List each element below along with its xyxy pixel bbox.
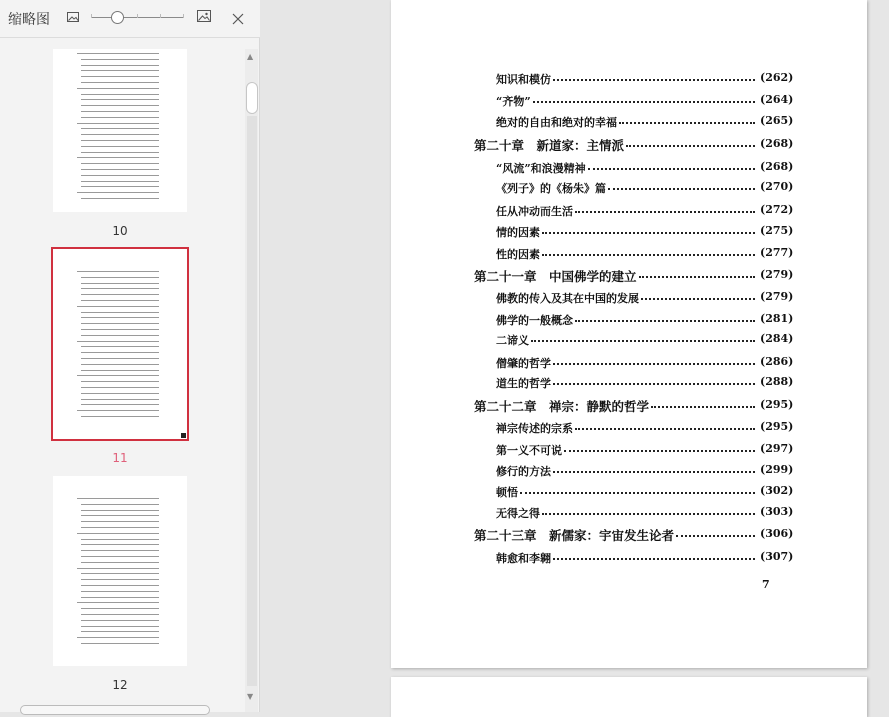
toc-page-ref: (272)	[760, 203, 794, 216]
thumbnail-text-line	[81, 140, 159, 141]
thumbnail-label: 11	[112, 451, 128, 465]
thumbnail-text-line	[81, 521, 159, 522]
thumbnail-text-line	[77, 123, 159, 124]
toc-leader-dots	[553, 383, 755, 385]
toc-entry	[391, 135, 867, 155]
thumbnail-text-line	[77, 637, 159, 638]
toc-page-ref: (297)	[760, 442, 794, 455]
thumbnail-list[interactable]	[0, 39, 258, 712]
toc-section-title: 无得之得	[496, 507, 540, 520]
zoom-tick	[137, 14, 138, 18]
toc-page-ref: (295)	[760, 398, 794, 411]
toc-section-title: 禅宗传述的宗系	[496, 422, 573, 435]
thumbnail-text-line	[81, 59, 159, 60]
thumbnail-text-line	[81, 317, 159, 318]
thumbnail-text-line	[81, 94, 159, 95]
thumbnail-text-line	[81, 346, 159, 347]
thumbnail-text-line	[77, 375, 159, 376]
thumbnail-page[interactable]	[53, 476, 187, 666]
toc-page-ref: (279)	[760, 268, 794, 281]
thumbnail-text-line	[81, 181, 159, 182]
thumbnail-text-line	[77, 192, 159, 193]
zoom-tick	[91, 14, 92, 18]
toc-page-ref: (281)	[760, 312, 794, 325]
thumbnail-text-line	[77, 410, 159, 411]
zoom-tick	[183, 14, 184, 18]
toc-entry	[391, 178, 867, 198]
thumbnail-text-line	[81, 573, 159, 574]
toc-entry	[391, 91, 867, 111]
toc-entry	[391, 222, 867, 242]
toc-leader-dots	[639, 276, 755, 278]
thumbnail-text-line	[81, 608, 159, 609]
thumbnail-text-line	[81, 163, 159, 164]
toc-entry	[391, 244, 867, 264]
toc-page-ref: (264)	[760, 93, 794, 106]
toc-entry	[391, 330, 867, 350]
toc-entry	[391, 503, 867, 523]
thumbnail-text-line	[81, 186, 159, 187]
thumbnail-zoom-slider[interactable]	[91, 11, 184, 25]
thumbnail-text-line	[81, 283, 159, 284]
thumbnail-text-line	[81, 175, 159, 176]
toc-leader-dots	[619, 122, 755, 124]
toc-leader-dots	[575, 211, 755, 213]
thumbnail-text-line	[77, 88, 159, 89]
toc-page-ref: (275)	[760, 224, 794, 237]
toc-section-title: 知识和模仿	[496, 73, 551, 86]
toc-page-ref: (303)	[760, 505, 794, 518]
toc-page-ref: (268)	[760, 137, 794, 150]
thumbnail-text-line	[81, 128, 159, 129]
toc-leader-dots	[542, 513, 755, 515]
toc-leader-dots	[553, 79, 755, 81]
image-large-icon-svg	[196, 8, 212, 24]
toc-page-ref: (268)	[760, 160, 794, 173]
thumbnail-sidebar	[0, 0, 260, 712]
toc-page-ref: (265)	[760, 114, 794, 127]
image-small-icon-svg	[66, 10, 80, 24]
thumbnail-label: 10	[112, 224, 128, 238]
toc-section-title: “齐物”	[496, 95, 531, 108]
toc-section-title: 《列子》的《杨朱》篇	[496, 182, 606, 195]
toc-entry	[391, 201, 867, 221]
thumbnail-text-line	[81, 614, 159, 615]
thumbnail-text-line	[81, 352, 159, 353]
toc-page-ref: (279)	[760, 290, 794, 303]
thumbnail-text-line	[81, 99, 159, 100]
toc-section-title: 绝对的自由和绝对的幸福	[496, 116, 617, 129]
sidebar-toolbar	[0, 0, 260, 38]
thumbnail-text-line	[77, 271, 159, 272]
toc-section-title: 韩愈和李翱	[496, 552, 551, 565]
toc-page-ref: (302)	[760, 484, 794, 497]
thumbnail-text-line	[81, 504, 159, 505]
thumbnail-text-line	[81, 620, 159, 621]
image-large-icon[interactable]	[196, 8, 212, 24]
toc-page-ref: (277)	[760, 246, 794, 259]
thumbnail-text-line	[81, 134, 159, 135]
thumbnail-text-line	[81, 393, 159, 394]
thumbnail-text-line	[81, 117, 159, 118]
toc-leader-dots	[520, 492, 755, 494]
thumbnail-text-line	[81, 585, 159, 586]
toc-section-title: 情的因素	[496, 226, 540, 239]
thumbnail-text-line	[81, 381, 159, 382]
toc-leader-dots	[575, 428, 755, 430]
sidebar-title: 缩略图	[8, 12, 50, 28]
thumbnail-text-line	[81, 591, 159, 592]
toc-entry	[391, 440, 867, 460]
toc-leader-dots	[575, 320, 755, 322]
document-page-next	[391, 677, 867, 717]
toc-leader-dots	[542, 232, 755, 234]
toc-section-title: 佛教的传入及其在中国的发展	[496, 292, 639, 305]
toc-entry	[391, 266, 867, 286]
toc-section-title: 道生的哲学	[496, 377, 551, 390]
thumbnail-text-line	[77, 306, 159, 307]
toc-section-title: “风流”和浪漫精神	[496, 162, 586, 175]
toc-page-ref: (307)	[760, 550, 794, 563]
toc-leader-dots	[588, 168, 755, 170]
thumbnail-text-line	[81, 146, 159, 147]
toc-section-title: 二谛义	[496, 334, 529, 347]
thumbnail-text-line	[81, 416, 159, 417]
toc-chapter-title: 第二十一章 中国佛学的建立	[474, 269, 637, 284]
toc-leader-dots	[641, 298, 755, 300]
sidebar-scrollbar-thumb[interactable]	[246, 82, 258, 114]
thumbnail-text-line	[81, 358, 159, 359]
close-icon[interactable]	[232, 10, 244, 22]
toc-chapter-title: 第二十章 新道家：主情派	[474, 138, 625, 153]
thumbnail-text-line	[81, 399, 159, 400]
thumbnail-text-line	[81, 76, 159, 77]
toc-entry	[391, 353, 867, 373]
thumbnail-text-line	[81, 70, 159, 71]
thumbnail-text-line	[81, 364, 159, 365]
thumbnail-text-line	[77, 341, 159, 342]
toc-entry	[391, 310, 867, 330]
thumbnail-text-line	[81, 626, 159, 627]
toc-leader-dots	[553, 363, 755, 365]
toc-section-title: 修行的方法	[496, 465, 551, 478]
toc-section-title: 顿悟	[496, 486, 518, 499]
toc-leader-dots	[553, 558, 755, 560]
thumbnail-text-line	[81, 169, 159, 170]
toc-entry	[391, 461, 867, 481]
thumbnail-text-line	[77, 53, 159, 54]
toc-leader-dots	[553, 471, 755, 473]
thumbnail-page[interactable]	[53, 49, 187, 212]
thumbnail-text-line	[81, 562, 159, 563]
thumbnail-text-line	[81, 111, 159, 112]
thumbnail-text-line	[81, 404, 159, 405]
thumbnail-text-line	[81, 387, 159, 388]
toc-section-title: 第一义不可说	[496, 444, 562, 457]
document-page	[391, 0, 867, 668]
sidebar-scrollbar-track[interactable]	[247, 116, 257, 686]
toc-leader-dots	[542, 254, 755, 256]
thumbnail-text-line	[81, 105, 159, 106]
thumbnail-text-line	[81, 335, 159, 336]
toc-leader-dots	[626, 145, 755, 147]
thumbnail-text-line	[81, 323, 159, 324]
toc-page-ref: (295)	[760, 420, 794, 433]
toc-entry	[391, 112, 867, 132]
toc-entry	[391, 548, 867, 568]
thumbnail-text-line	[81, 515, 159, 516]
toc-page-ref: (286)	[760, 355, 794, 368]
thumbnail-selection-marker	[181, 433, 186, 438]
toc-section-title: 性的因素	[496, 248, 540, 261]
sidebar-horizontal-scrollbar[interactable]	[20, 705, 210, 715]
zoom-tick	[160, 14, 161, 18]
thumbnail-text-line	[81, 370, 159, 371]
toc-entry	[391, 373, 867, 393]
toc-page-ref: (299)	[760, 463, 794, 476]
toc-section-title: 僧肇的哲学	[496, 357, 551, 370]
toc-section-title: 任从冲动而生活	[496, 205, 573, 218]
toc-entry	[391, 418, 867, 438]
toc-page-ref: (270)	[760, 180, 794, 193]
thumbnail-text-line	[81, 294, 159, 295]
zoom-thumb[interactable]	[111, 11, 124, 24]
toc-leader-dots	[564, 450, 755, 452]
thumbnail-text-line	[81, 510, 159, 511]
toc-entry	[391, 396, 867, 416]
toc-entry	[391, 288, 867, 308]
toc-entry	[391, 69, 867, 89]
thumbnail-text-line	[81, 643, 159, 644]
toc-page-ref: (262)	[760, 71, 794, 84]
scroll-down-icon[interactable]: ▼	[247, 692, 254, 701]
thumbnail-text-line	[81, 65, 159, 66]
thumbnail-text-line	[81, 82, 159, 83]
thumbnail-text-line	[81, 312, 159, 313]
toc-leader-dots	[608, 188, 755, 190]
toc-leader-dots	[533, 101, 755, 103]
toc-entry	[391, 158, 867, 178]
toc-entry	[391, 525, 867, 545]
toc-entry	[391, 482, 867, 502]
thumbnail-label: 12	[112, 678, 128, 692]
thumbnail-text-line	[81, 539, 159, 540]
toc-page-ref: (306)	[760, 527, 794, 540]
toc-leader-dots	[676, 535, 755, 537]
toc-page-ref: (284)	[760, 332, 794, 345]
image-small-icon[interactable]	[66, 9, 80, 23]
thumbnail-text-line	[77, 157, 159, 158]
thumbnail-text-line	[81, 198, 159, 199]
page-number: 7	[762, 578, 770, 591]
thumbnail-text-line	[81, 631, 159, 632]
toc-chapter-title: 第二十二章 禅宗：静默的哲学	[474, 399, 650, 414]
thumbnail-text-line	[77, 498, 159, 499]
thumbnail-text-line	[81, 152, 159, 153]
toc-page-ref: (288)	[760, 375, 794, 388]
toc-leader-dots	[531, 340, 755, 342]
thumbnail-text-line	[81, 544, 159, 545]
thumbnail-text-line	[81, 556, 159, 557]
thumbnail-page-selected[interactable]	[53, 249, 187, 439]
scroll-up-icon[interactable]: ▲	[247, 52, 254, 61]
thumbnail-text-line	[81, 288, 159, 289]
toc-chapter-title: 第二十三章 新儒家：宇宙发生论者	[474, 528, 675, 543]
toc-leader-dots	[651, 406, 755, 408]
thumbnail-text-line	[77, 568, 159, 569]
thumbnail-text-line	[81, 550, 159, 551]
thumbnail-text-line	[81, 597, 159, 598]
toc-section-title: 佛学的一般概念	[496, 314, 573, 327]
thumbnail-text-line	[81, 329, 159, 330]
close-icon-svg	[232, 13, 244, 25]
thumbnail-text-line	[77, 533, 159, 534]
thumbnail-text-line	[77, 602, 159, 603]
thumbnail-text-line	[81, 277, 159, 278]
thumbnail-text-line	[81, 579, 159, 580]
thumbnail-text-line	[81, 300, 159, 301]
thumbnail-text-line	[81, 527, 159, 528]
